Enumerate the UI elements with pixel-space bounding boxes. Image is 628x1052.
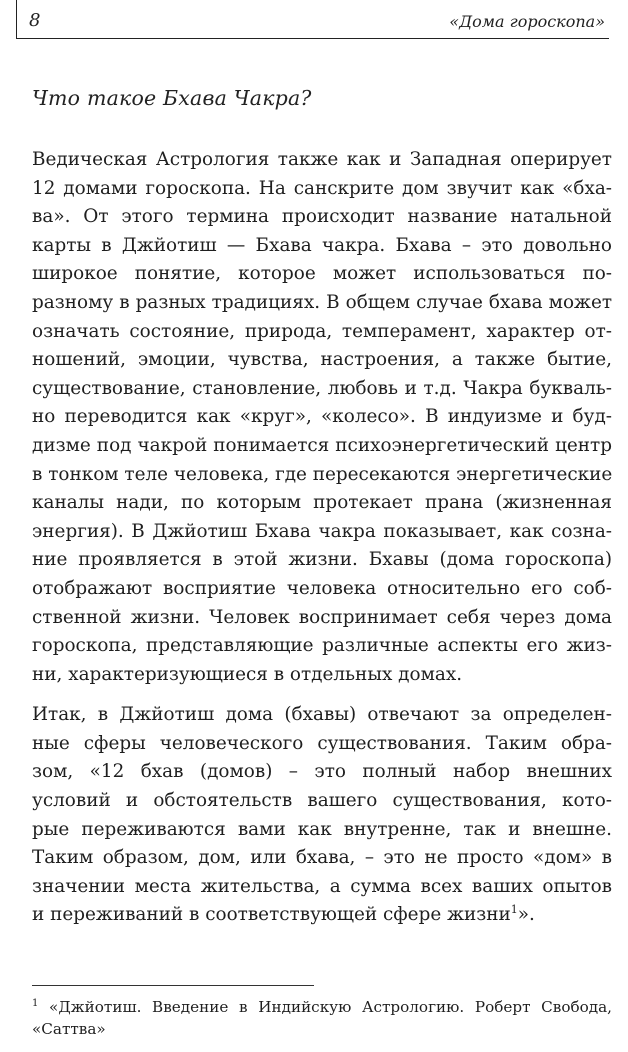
page-header [16,0,609,39]
footnote-line [32,996,612,1018]
footnote-mark: 1 [32,997,39,1009]
text-line: ственной жизни. Человек воспринимает себя через дома [32,606,612,628]
text-line: Таким образом, дом, или бхава, – это не просто «дом» в [32,847,612,869]
text-line: означать состояние, природа, темперамент, характер от- [32,320,612,342]
text-line: рые переживаются вами как внутренне, так и внешне. [32,818,612,840]
text-line: ни, характеризующиеся в отдельных домах. [32,663,463,685]
page-number: 8 [29,10,41,31]
text-line: Итак, в Джйотиш дома (бхавы) отвечают за определен- [32,704,612,726]
running-head: «Дома гороскопа» [449,12,605,31]
text-line: гороскопа, представляющие различные аспекты его жиз- [32,635,612,657]
text-line: существование, становление, любовь и т.д. Чакра букваль- [32,377,612,399]
footnote-reference[interactable]: 1 [510,903,518,917]
paragraph-2 [32,701,612,930]
text-line: условий и обстоятельств вашего существования, кото- [32,790,612,812]
text-line: ношений, эмоции, чувства, настроения, а также бытие, [32,349,612,371]
text-line-last [32,901,612,930]
text-line: ва». От этого термина происходит название натальной [32,206,612,228]
paragraph-gap [32,689,612,701]
text-line: разному в разных традициях. В общем случае бхава может [32,291,612,313]
text-line: в тонком теле человека, где пересекаются энергетические [32,463,613,485]
text-line: Ведическая Астрология также как и Западная оперирует [32,149,612,170]
text-line: значении места жительства, а сумма всех ваших опытов [32,875,612,897]
text-line: энергия). В Джйотиш Бхава чакра показывает, как созна- [32,520,612,542]
text-line: ные сферы человеческого существования. Таким обра- [32,732,612,754]
text-line: но переводится как «круг», «колесо». В индуизме и буд- [32,406,612,428]
footnote-divider [32,985,314,986]
text-line: каналы нади, по которым протекает прана (жизненная [32,492,612,514]
footnote-text: «Джйотиш. Введение в Индийскую Астрологию. Роберт Свобода, [38,998,612,1016]
text-line: зом, «12 бхав (домов) – это полный набор внешних [32,761,612,783]
text-line: дизме под чакрой понимается психоэнергетический центр [32,434,612,456]
footnote-line: «Саттва» [32,1020,106,1038]
text-line: карты в Джйотиш — Бхава чакра. Бхава – это довольно [32,234,612,256]
paragraph-1 [32,146,612,689]
body-text [32,146,612,930]
text-line: отображают восприятие человека относительно его соб- [32,577,612,599]
section-title: Что такое Бхава Чакра? [32,86,312,110]
text-line: 12 домами гороскопа. На санскрите дом звучит как «бха- [32,177,612,199]
text-line: ние проявляется в этой жизни. Бхавы (дома гороскопа) [32,549,612,571]
text-line-content: и переживаний в соответствующей сфере жизни [32,904,511,926]
text-line: широкое понятие, которое может использоваться по- [32,263,612,285]
closing-quote: ». [517,904,535,926]
footnote [32,996,612,1040]
